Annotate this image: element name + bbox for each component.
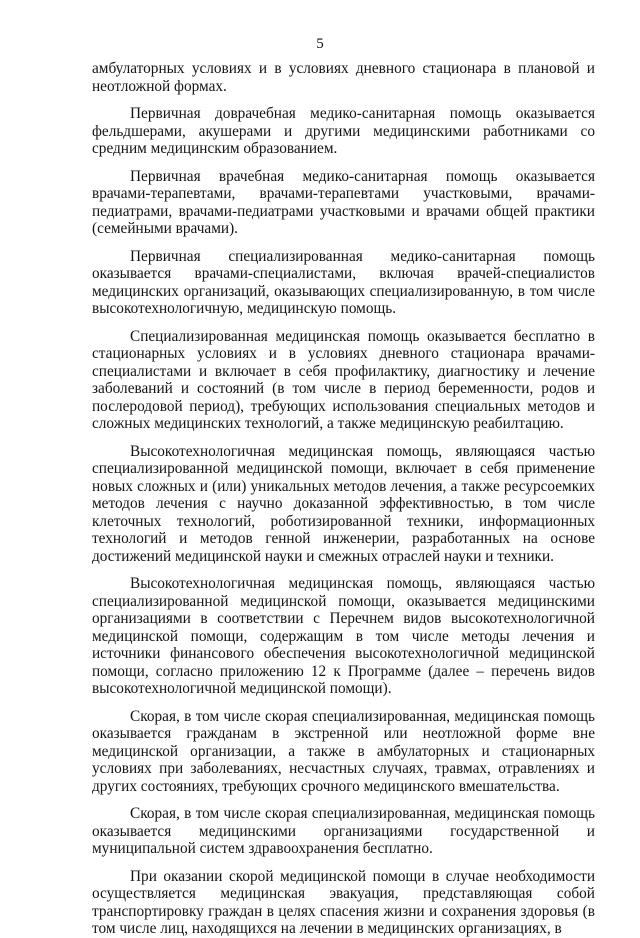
paragraph: Высокотехнологичная медицинская помощь, являющаяся частью специализированной медицинской помощи, включает в себя применение новых сложных и (или) уникальных методов лечения, а также ресурсоемких методов лечения с научно доказанной эффективностью, в том числе клеточных технологий, роботизированной техники, информационных технологий и методов генной инженерии, разработанных на основе достижений медицинской науки и смежных отраслей науки и техники. (92, 442, 595, 565)
paragraph: Первичная врачебная медико-санитарная помощь оказывается врачами-терапевтами, врачами-терапевтами участковыми, врачами-педиатрами, врачами-педиатрами участковыми и врачами общей практики (семейными врачами). (92, 167, 595, 237)
paragraph: амбулаторных условиях и в условиях дневного стационара в плановой и неотложной формах. (92, 60, 595, 95)
paragraph: Первичная доврачебная медико-санитарная помощь оказывается фельдшерами, акушерами и другими медицинскими работниками со средним медицинским образованием. (92, 105, 595, 157)
paragraph: При оказании скорой медицинской помощи в случае необходимости осуществляется медицинская эвакуация, представляющая собой транспортировку граждан в целях спасения жизни и сохранения здоровья (в том числе лиц, находящихся на лечении в медицинских организациях, в (92, 867, 595, 937)
paragraph: Высокотехнологичная медицинская помощь, являющаяся частью специализированной медицинской помощи, оказывается медицинскими организациями в соответствии с Перечнем видов высокотехнологичной медицинской помощи, содержащим в том числе методы лечения и источники финансового обеспечения высокотехнологичной медицинской помощи, согласно приложению 12 к Программе (далее – перечень видов высокотехнологичной медицинской помощи). (92, 575, 595, 697)
paragraph: Скорая, в том числе скорая специализированная, медицинская помощь оказывается гражданам в экстренной или неотложной форме вне медицинской организации, а также в амбулаторных и стационарных условиях при заболеваниях, несчастных случаях, травмах, отравлениях и других состояниях, требующих срочного медицинского вмешательства. (92, 707, 595, 795)
paragraph: Специализированная медицинская помощь оказывается бесплатно в стационарных условиях и в условиях дневного стационара врачами-специалистами и включает в себя профилактику, диагностику и лечение заболеваний и состояний (в том числе в период беременности, родов и послеродовой период), требующих использования специальных методов и сложных медицинских технологий, а также медицинскую реабилтацию. (92, 327, 595, 432)
document-body (92, 60, 595, 938)
paragraph: Первичная специализированная медико-санитарная помощь оказывается врачами-специалистами, включая врачей-специалистов медицинских организаций, оказывающих специализированную, в том числе высокотехнологичную, медицинскую помощь. (92, 247, 595, 317)
page-number: 5 (316, 36, 324, 52)
paragraph: Скорая, в том числе скорая специализированная, медицинская помощь оказывается медицинскими организациями государственной и муниципальной систем здравоохранения бесплатно. (92, 805, 595, 857)
